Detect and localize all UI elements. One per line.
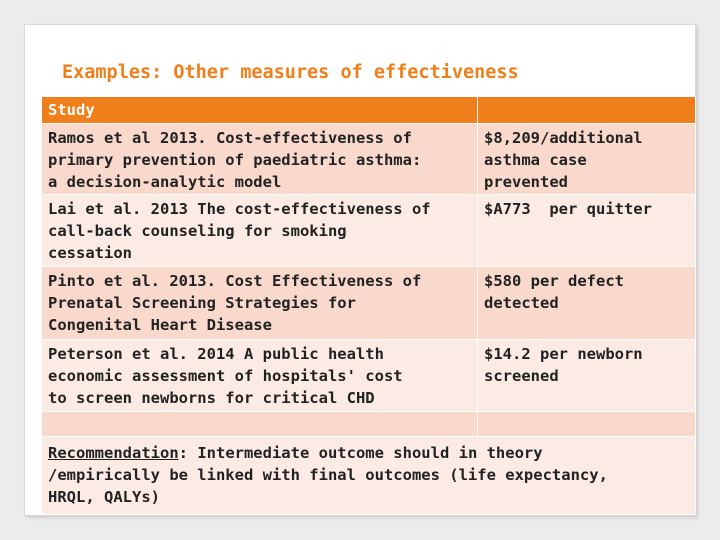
table-row xyxy=(42,124,696,195)
result-cell xyxy=(478,124,696,195)
result-line: $8,209/additional xyxy=(484,129,643,147)
study-line: Congenital Heart Disease xyxy=(48,316,272,334)
recommendation-cell xyxy=(42,437,696,515)
study-line: primary prevention of paediatric asthma: xyxy=(48,151,422,169)
studies-table xyxy=(41,96,696,515)
recommendation-line xyxy=(48,442,689,464)
result-line: $A773 per quitter xyxy=(484,200,652,218)
recommendation-line: HRQL, QALYs) xyxy=(48,488,160,506)
result-line: prevented xyxy=(484,173,568,191)
study-line: to screen newborns for critical CHD xyxy=(48,389,375,407)
table-row xyxy=(42,267,696,340)
study-line: Lai et al. 2013 The cost-effectiveness of xyxy=(48,200,431,218)
study-cell xyxy=(42,267,478,340)
result-cell xyxy=(478,267,696,340)
result-cell xyxy=(478,340,696,412)
result-line: detected xyxy=(484,294,559,312)
result-cell xyxy=(478,195,696,267)
empty-cell xyxy=(42,412,478,437)
header-cell-study: Study xyxy=(42,97,478,124)
table-row xyxy=(42,195,696,267)
study-cell xyxy=(42,195,478,267)
empty-cell xyxy=(478,412,696,437)
study-line: cessation xyxy=(48,244,132,262)
study-line: Ramos et al 2013. Cost-effectiveness of xyxy=(48,129,412,147)
result-line: $580 per defect xyxy=(484,272,624,290)
study-line: a decision-analytic model xyxy=(48,173,282,191)
study-line: Peterson et al. 2014 A public health xyxy=(48,345,384,363)
recommendation-text: : Intermediate outcome should in theory xyxy=(178,444,543,462)
study-line: call-back counseling for smoking xyxy=(48,222,347,240)
empty-row xyxy=(42,412,696,437)
recommendation-row xyxy=(42,437,696,515)
table-row xyxy=(42,340,696,412)
header-cell-result xyxy=(478,97,696,124)
study-line: economic assessment of hospitals' cost xyxy=(48,367,403,385)
study-line: Prenatal Screening Strategies for xyxy=(48,294,356,312)
study-cell xyxy=(42,124,478,195)
slide-title: Examples: Other measures of effectiveness xyxy=(62,62,519,83)
result-line: asthma case xyxy=(484,151,587,169)
result-line: screened xyxy=(484,367,559,385)
study-cell xyxy=(42,340,478,412)
result-line: $14.2 per newborn xyxy=(484,345,643,363)
recommendation-line: /empirically be linked with final outcomes (life expectancy, xyxy=(48,466,608,484)
recommendation-label: Recommendation xyxy=(48,444,179,462)
table-header-row xyxy=(42,97,696,124)
study-line: Pinto et al. 2013. Cost Effectiveness of xyxy=(48,272,422,290)
